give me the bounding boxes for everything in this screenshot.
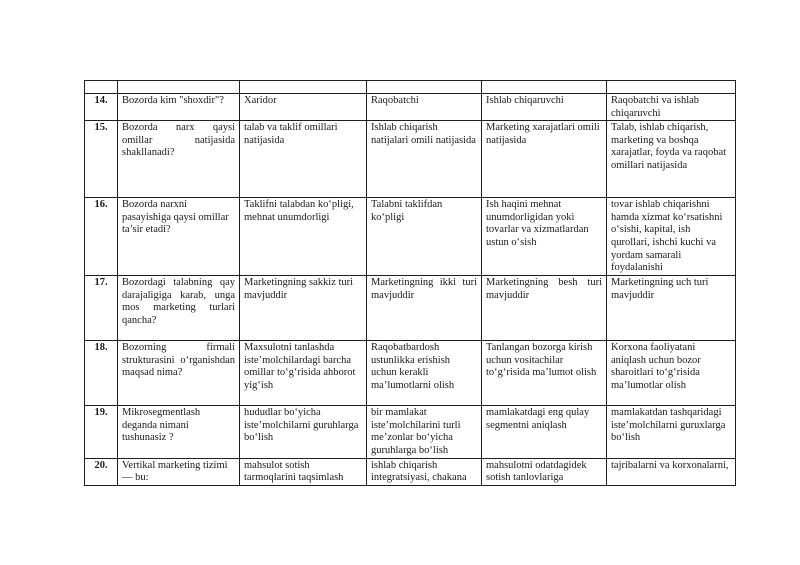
answer-option: Talab, ishlab chiqarish, marketing va boshqa xarajatlar, foyda va raqobat omillari natijasida <box>607 121 736 198</box>
question-text: Bozorda narxni pasayishiga qaysi omillar ta’sir etadi? <box>118 198 240 276</box>
answer-option: Marketing xarajatlari omili natijasida <box>482 121 607 198</box>
table-row <box>85 121 736 198</box>
header-cell <box>482 81 607 94</box>
header-cell <box>607 81 736 94</box>
question-text: Vertikal marketing tizimi — bu: <box>118 458 240 485</box>
quiz-table <box>84 80 736 486</box>
question-number: 14. <box>85 94 118 121</box>
answer-option: Tanlangan bozorga kirish uchun vositachilar to‘g‘risida ma’lumot olish <box>482 341 607 406</box>
answer-option: Raqobatchi <box>367 94 482 121</box>
header-cell <box>85 81 118 94</box>
header-cell <box>118 81 240 94</box>
question-number: 15. <box>85 121 118 198</box>
header-cell <box>240 81 367 94</box>
answer-option: Raqobatchi va ishlab chiqaruvchi <box>607 94 736 121</box>
answer-option: Marketingning besh turi mavjuddir <box>482 276 607 341</box>
question-text: Bozordagi talabning qay darajaligiga karab, unga mos marketing turlari qancha? <box>118 276 240 341</box>
table-row <box>85 276 736 341</box>
answer-option: Ish haqini mehnat unumdorligidan yoki tovarlar va xizmatlardan ustun o‘sish <box>482 198 607 276</box>
answer-option: Marketingning sakkiz turi mavjuddir <box>240 276 367 341</box>
answer-option: Maxsulotni tanlashda iste’molchilardagi barcha omillar to‘g‘risida ahborot yig‘ish <box>240 341 367 406</box>
answer-option: Ishlab chiqaruvchi <box>482 94 607 121</box>
answer-option: ishlab chiqarish integratsiyasi, chakana <box>367 458 482 485</box>
answer-option: tajribalarni va korxonalarni, <box>607 458 736 485</box>
answer-option: Talabni taklifdan ko‘pligi <box>367 198 482 276</box>
table-row <box>85 406 736 458</box>
question-number: 17. <box>85 276 118 341</box>
question-number: 18. <box>85 341 118 406</box>
answer-option: hududlar bo‘yicha iste’molchilarni guruhlarga bo‘lish <box>240 406 367 458</box>
header-cell <box>367 81 482 94</box>
question-number: 16. <box>85 198 118 276</box>
question-text: Bozorning firmali strukturasini o‘rganishdan maqsad nima? <box>118 341 240 406</box>
header-row <box>85 81 736 94</box>
answer-option: Ishlab chiqarish natijalari omili natijasida <box>367 121 482 198</box>
question-text: Bozorda narx qaysi omillar natijasida shakllanadi? <box>118 121 240 198</box>
answer-option: talab va taklif omillari natijasida <box>240 121 367 198</box>
answer-option: Taklifni talabdan ko‘pligi, mehnat unumdorligi <box>240 198 367 276</box>
answer-option: mamlakatdan tashqaridagi iste’molchilarni guruxlarga bo‘lish <box>607 406 736 458</box>
answer-option: mamlakatdagi eng qulay segmentni aniqlash <box>482 406 607 458</box>
question-number: 19. <box>85 406 118 458</box>
table-row <box>85 198 736 276</box>
answer-option: Raqobatbardosh ustunlikka erishish uchun kerakli ma’lumotlarni olish <box>367 341 482 406</box>
answer-option: tovar ishlab chiqarishni hamda xizmat ko‘rsatishni o‘sishi, kapital, ish qurollari, ishchi kuchi va yordam samarali foydalanishi <box>607 198 736 276</box>
table-row <box>85 341 736 406</box>
question-text: Mikrosegmentlash deganda nimani tushunasiz ? <box>118 406 240 458</box>
answer-option: Xaridor <box>240 94 367 121</box>
answer-option: mahsulot sotish tarmoqlarini taqsimlash <box>240 458 367 485</box>
answer-option: mahsulotni odatdagidek sotish tanlovlariga <box>482 458 607 485</box>
question-text: Bozorda kim "shoxdir"? <box>118 94 240 121</box>
table-row <box>85 458 736 485</box>
answer-option: Marketingning uch turi mavjuddir <box>607 276 736 341</box>
answer-option: Korxona faoliyatani aniqlash uchun bozor sharoitlari to‘g‘risida ma’lumotlar olish <box>607 341 736 406</box>
answer-option: bir mamlakat iste’molchilarini turli me’zonlar bo‘yicha guruhlarga bo‘lish <box>367 406 482 458</box>
answer-option: Marketingning ikki turi mavjuddir <box>367 276 482 341</box>
table-row <box>85 94 736 121</box>
question-number: 20. <box>85 458 118 485</box>
